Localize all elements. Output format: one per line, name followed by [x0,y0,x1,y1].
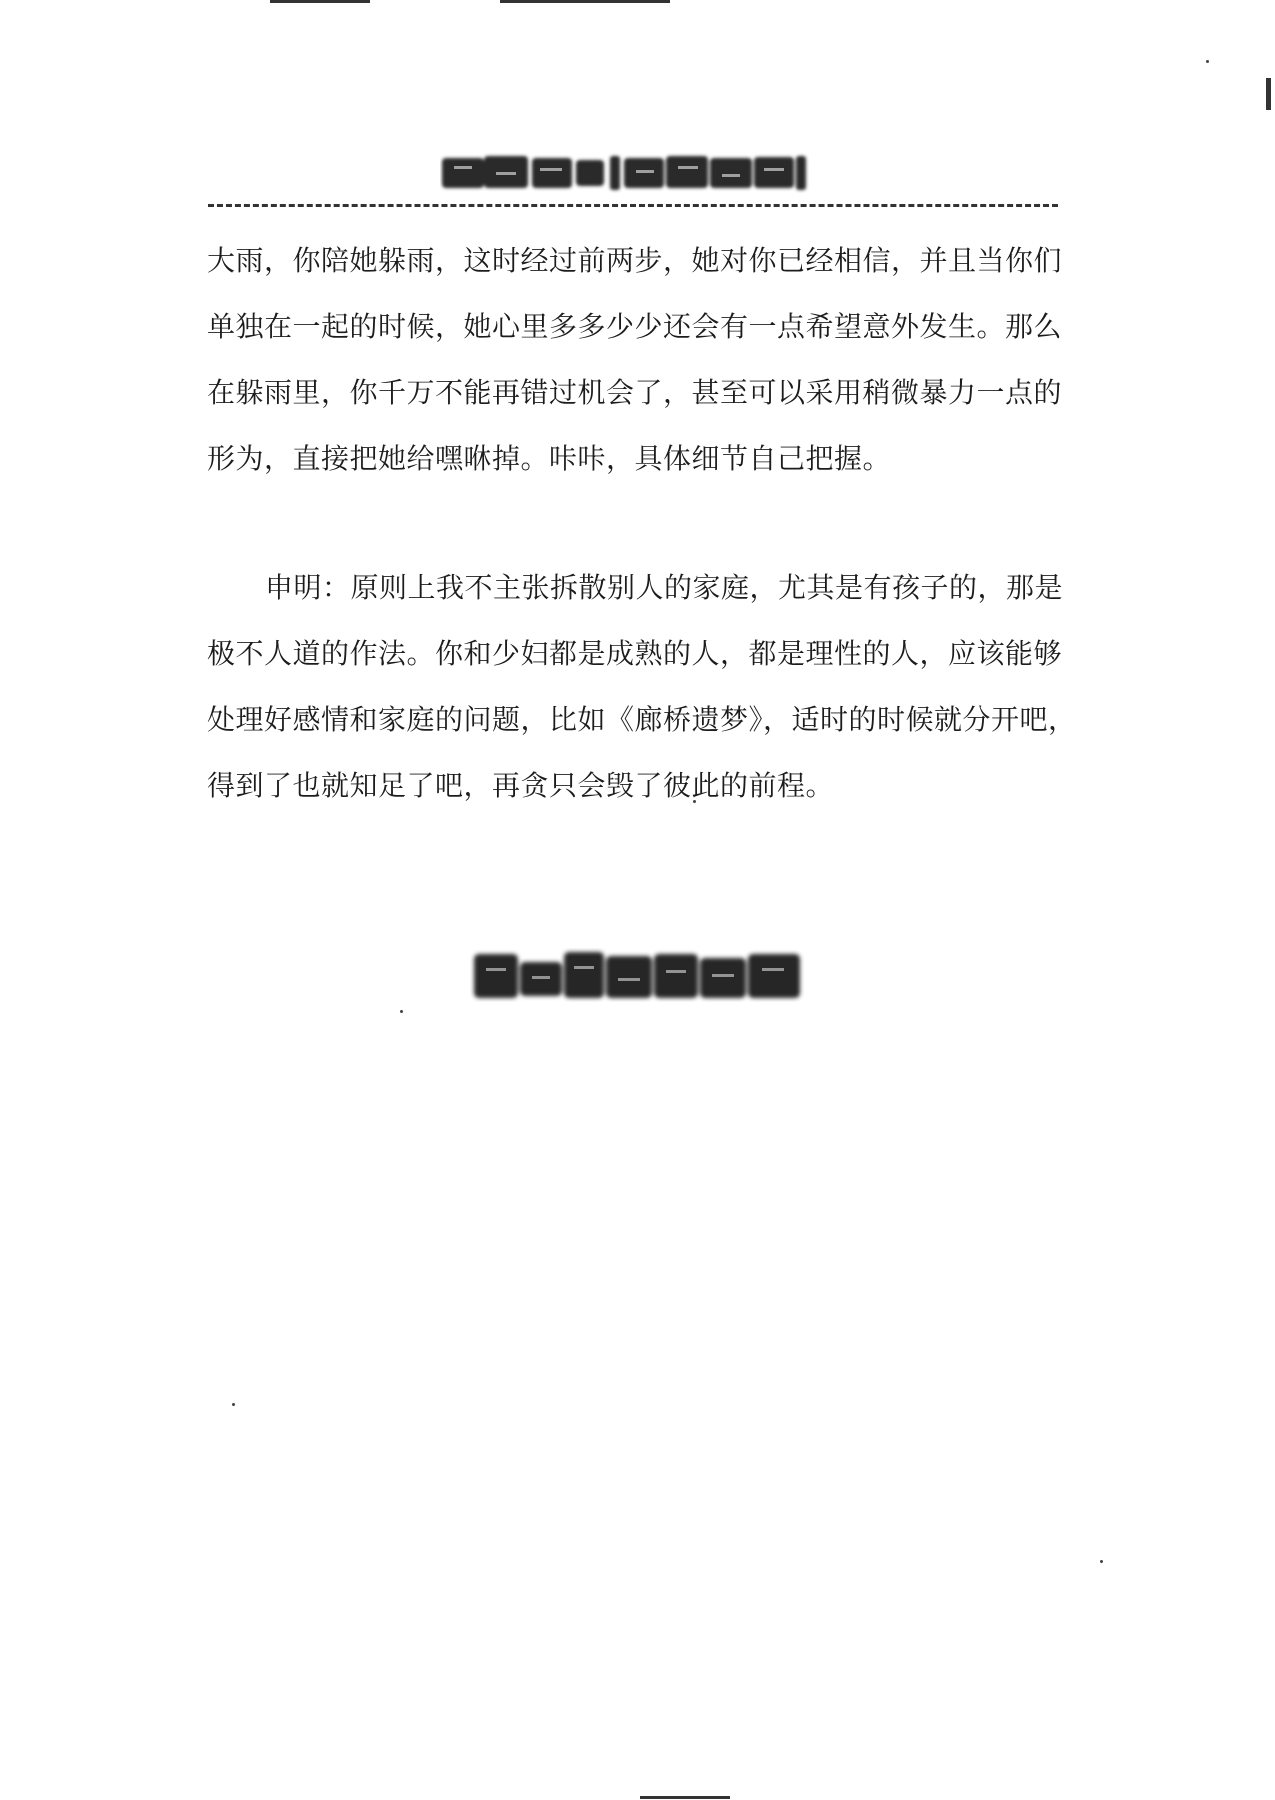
scan-mark-bottom [640,1796,730,1799]
paragraph-line: 处理好感情和家庭的问题，比如《廊桥遗梦》，适时的时候就分开吧， [207,703,1077,736]
dashed-divider [208,204,1058,207]
footer-stamp [470,948,810,1002]
paragraph-line: 单独在一起的时候，她心里多多少少还会有一点希望意外发生。那么 [207,310,1063,343]
paragraph-line: 得到了也就知足了吧，再贪只会毁了彼此的前程。 [207,769,835,802]
speck [400,1010,403,1013]
paragraph-2-disclaimer [207,555,1077,819]
scan-mark-top-left [270,0,370,3]
speck [1206,60,1209,63]
header-title-stamp [440,150,810,194]
paragraph-line: 极不人道的作法。你和少妇都是成熟的人，都是理性的人，应该能够 [207,637,1063,670]
scan-mark-top-center [500,0,670,3]
paragraph-line: 申明：原则上我不主张拆散别人的家庭，尤其是有孩子的，那是 [265,571,1064,604]
speck [232,1403,235,1406]
footer-stamp-blur [470,948,810,1002]
paragraph-line: 大雨，你陪她躲雨，这时经过前两步，她对你已经相信，并且当你们 [207,244,1063,277]
paragraph-line: 形为，直接把她给嘿咻掉。咔咔，具体细节自己把握。 [207,442,892,475]
paragraph-line: 在躲雨里，你千万不能再错过机会了，甚至可以采用稍微暴力一点的 [207,376,1063,409]
scan-mark-right-edge [1266,78,1271,110]
header-title-blur [440,150,810,194]
paragraph-1 [207,228,1069,492]
speck [1100,1560,1103,1563]
